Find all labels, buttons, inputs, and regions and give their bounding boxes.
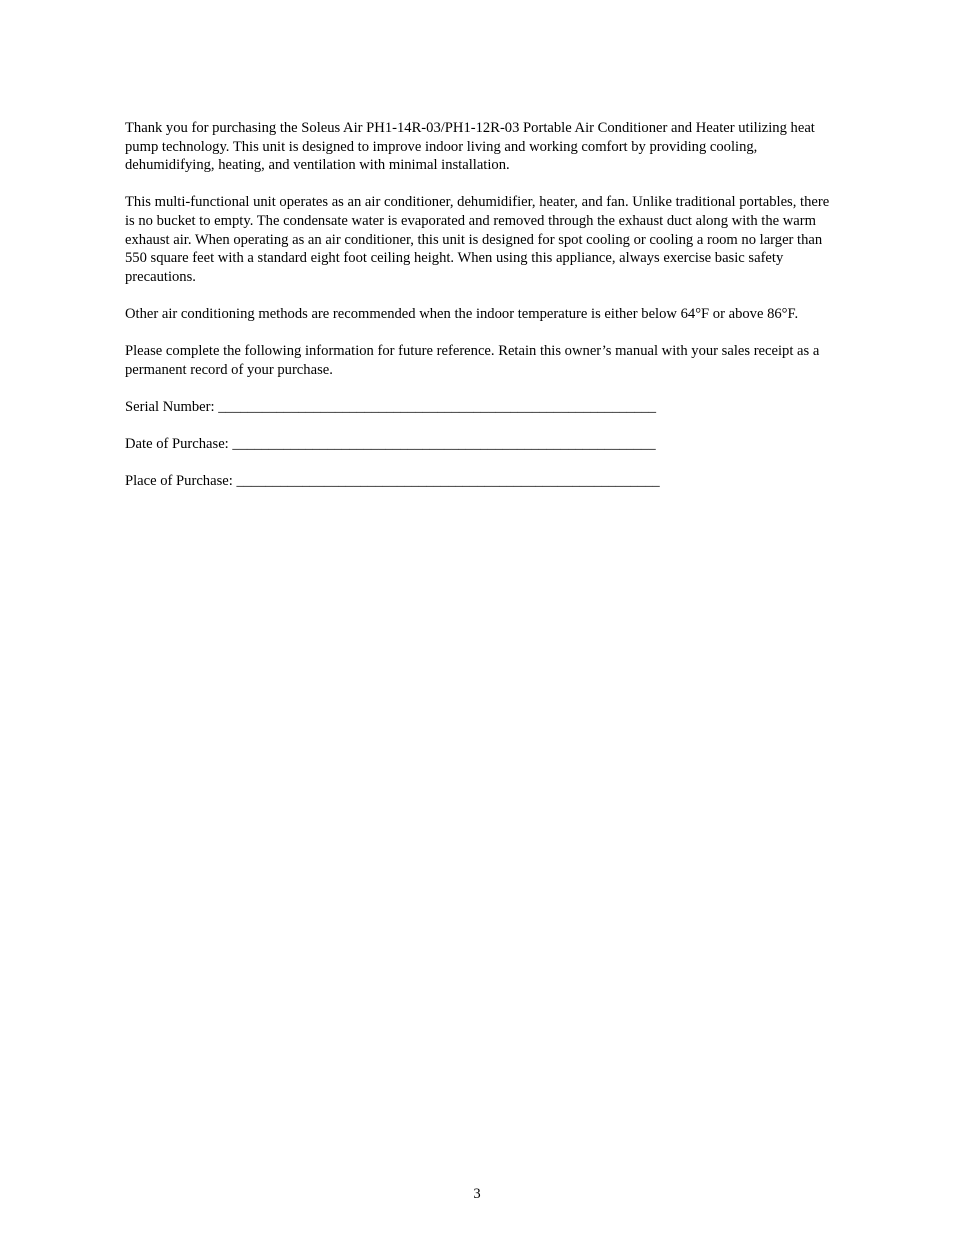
document-body [125,119,837,509]
records-paragraph: Please complete the following information for future reference. Retain this owner’s manual with your sales receipt as a permanent record of your purchase. [125,343,820,378]
temperature-paragraph: Other air conditioning methods are recommended when the indoor temperature is either below 64°F or above 86°F. [125,305,799,322]
place-of-purchase-label: Place of Purchase: [125,473,233,490]
serial-number-label: Serial Number: [125,398,215,415]
serial-number-blank: ____________________________________________________________ [218,398,657,415]
date-of-purchase-blank: __________________________________________________________ [232,436,656,453]
intro-paragraph: Thank you for purchasing the Soleus Air PH1-14R-03/PH1-12R-03 Portable Air Conditioner and Heater utilizing heat pump technology. This unit is designed to improve indoor living and working comfort by providing cooling, dehumidifying, heating, and ventilation with minimal installation. [125,120,815,174]
place-of-purchase-field [125,472,837,491]
date-of-purchase-field [125,435,837,454]
features-paragraph: This multi-functional unit operates as an air conditioner, dehumidifier, heater, and fan. Unlike traditional portables, there is no bucket to empty. The condensate water is evaporated and removed through the exhaust duct along with the warm exhaust air. When operating as an air conditioner, this unit is designed for spot cooling or cooling a room no larger than 550 square feet with a standard eight foot ceiling height. When using this appliance, always exercise basic safety precautions. [125,194,830,285]
date-of-purchase-label: Date of Purchase: [125,436,229,453]
serial-number-field [125,398,837,417]
page-number: 3 [473,1186,481,1202]
place-of-purchase-blank: __________________________________________________________ [236,473,660,490]
